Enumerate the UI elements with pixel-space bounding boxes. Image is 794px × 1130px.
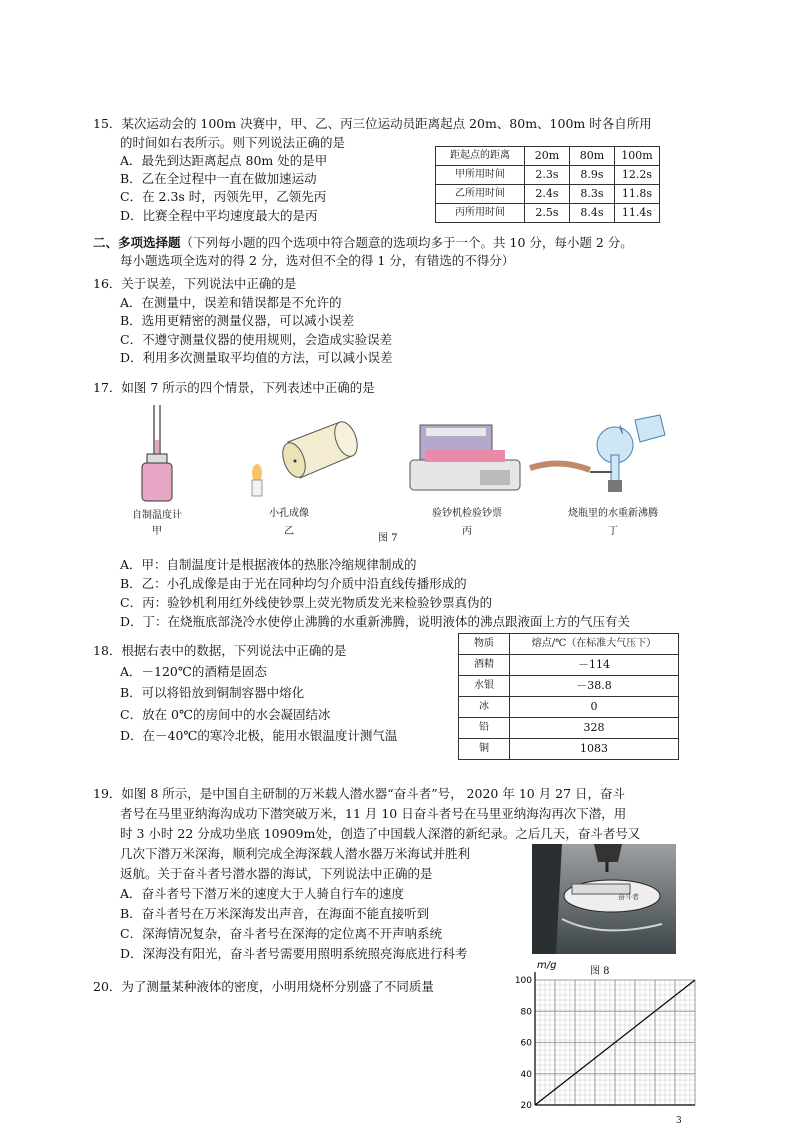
q15-th-1: 20m (525, 147, 570, 166)
q15-cell: 2.5s (525, 204, 570, 223)
q18-stem: 18．根据右表中的数据，下列说法中正确的是 (93, 643, 347, 658)
q15-th-3: 100m (615, 147, 660, 166)
q15-th-2: 80m (570, 147, 615, 166)
q18-table (458, 633, 679, 760)
fig7-caption-2: 小孔成像 (269, 508, 309, 519)
q15-line1: 15．某次运动会的 100m 决赛中，甲、乙、丙三位运动员距离起点 20m、80m、100m 时各自所用 (93, 116, 652, 131)
y-axis-label: m/g (537, 960, 557, 971)
fig8-caption: 图 8 (590, 966, 610, 977)
y-tick-label: 20 (520, 1101, 532, 1111)
fig7-label-3: 丙 (462, 526, 472, 537)
section2-line1: （下列每小题的四个选项中符合题意的选项均多于一个。共 10 分，每小题 2 分。 (180, 235, 633, 250)
q19-option-c: C．深海情况复杂，奋斗者号在深海的定位离不开声呐系统 (120, 926, 443, 941)
section2-header (93, 234, 633, 252)
q16-option-d: D．利用多次测量取平均值的方法，可以减小误差 (120, 350, 393, 365)
q18-cell: 328 (510, 718, 679, 739)
q15-option-c: C．在 2.3s 时，丙领先甲，乙领先丙 (120, 189, 327, 204)
mass-chart (515, 955, 715, 1123)
q18-cell: 酒精 (459, 655, 510, 676)
q18-option-b: B．可以将铅放到铜制容器中熔化 (120, 685, 305, 700)
q18-cell: 铅 (459, 718, 510, 739)
fig7-label-4: 丁 (608, 526, 618, 537)
q18-cell: 冰 (459, 697, 510, 718)
q15-cell: 8.9s (570, 166, 615, 185)
q18-option-a: A．－120℃的酒精是固态 (120, 664, 267, 679)
fig7-label-2: 乙 (284, 526, 294, 537)
q18-cell: 1083 (510, 739, 679, 760)
figure-7 (120, 400, 700, 510)
q17-stem: 17．如图 7 所示的四个情景，下列表述中正确的是 (93, 380, 375, 395)
submersible-label: 奋斗者 (618, 893, 639, 901)
q15-cell: 2.3s (525, 166, 570, 185)
q16-option-a: A．在测量中，误差和错误都是不允许的 (120, 295, 342, 310)
q18-cell: 水银 (459, 676, 510, 697)
fig7-caption-1: 自制温度计 (132, 510, 182, 521)
thermometer-illustration (142, 405, 172, 501)
q15-cell: 2.4s (525, 185, 570, 204)
y-tick-label: 100 (515, 976, 532, 986)
q18-th-1: 熔点/℃（在标准大气压下） (510, 634, 679, 655)
q18-option-c: C．放在 0℃的房间中的水会凝固结冰 (120, 707, 331, 722)
q15-cell: 11.4s (615, 204, 660, 223)
q17-option-c: C．丙：验钞机利用红外线使钞票上荧光物质发光来检验钞票真伪的 (120, 595, 493, 610)
q15-cell: 8.4s (570, 204, 615, 223)
q15-option-a: A．最先到达距离起点 80m 处的是甲 (120, 153, 328, 168)
q19-option-a: A．奋斗者号下潜万米的速度大于人骑自行车的速度 (120, 886, 405, 901)
q19-option-b: B．奋斗者号在万米深海发出声音，在海面不能直接听到 (120, 906, 430, 921)
q20-stem: 20．为了测量某种液体的密度，小明用烧杯分别盛了不同质量 (93, 979, 434, 994)
q19-line5: 返航。关于奋斗者号潜水器的海试，下列说法中正确的是 (120, 866, 433, 881)
q17-option-b: B．乙：小孔成像是由于光在同种均匀介质中沿直线传播形成的 (120, 576, 467, 591)
q15-option-b: B．乙在全过程中一直在做加速运动 (120, 171, 317, 186)
q16-option-b: B．选用更精密的测量仪器，可以减小误差 (120, 313, 355, 328)
q15-table (435, 146, 660, 223)
money-detector-illustration (410, 425, 520, 490)
flask-illustration (530, 415, 665, 492)
q15-cell: 甲所用时间 (436, 166, 525, 185)
q19-line3: 时 3 小时 22 分成功坐底 10909m处，创造了中国载人深潜的新纪录。之后几天，奋斗者号又 (120, 826, 641, 841)
y-tick-label: 80 (520, 1007, 532, 1018)
q19-line2: 者号在马里亚纳海沟成功下潜突破万米，11 月 10 日奋斗者号在马里亚纳海沟再次下潜，用 (120, 806, 627, 821)
q19-line1: 19．如图 8 所示，是中国自主研制的万米载人潜水器“奋斗者”号， 2020 年 10 月 27 日，奋斗 (93, 786, 626, 801)
q15-cell: 丙所用时间 (436, 204, 525, 223)
q15-cell: 乙所用时间 (436, 185, 525, 204)
y-tick-label: 60 (520, 1038, 532, 1049)
q19-option-d: D．深海没有阳光，奋斗者号需要用照明系统照亮海底进行科考 (120, 946, 468, 961)
q18-option-d: D．在－40℃的寒冷北极，能用水银温度计测气温 (120, 728, 398, 743)
y-tick-label: 40 (520, 1069, 532, 1080)
submersible-photo (532, 844, 676, 954)
fig7-caption: 图 7 (378, 533, 398, 544)
q15-cell: 11.8s (615, 185, 660, 204)
q15-cell: 8.3s (570, 185, 615, 204)
q19-line4: 几次下潜万米深海，顺利完成全海深载人潜水器万米海试并胜利 (120, 846, 471, 861)
section2-line2: 每小题选项全选对的得 2 分，选对但不全的得 1 分，有错选的不得分） (120, 253, 515, 268)
q18-th-0: 物质 (459, 634, 510, 655)
q15-th-0: 距起点的距离 (436, 147, 525, 166)
q17-option-a: A．甲：自制温度计是根据液体的热胀冷缩规律制成的 (120, 557, 417, 572)
q18-cell: 0 (510, 697, 679, 718)
q16-option-c: C．不遵守测量仪器的使用规则，会造成实验误差 (120, 332, 393, 347)
q15-line2: 的时间如右表所示。则下列说法正确的是 (120, 135, 346, 150)
fig7-label-1: 甲 (152, 526, 162, 537)
section2-title: 二、多项选择题 (93, 235, 181, 250)
q15-cell: 12.2s (615, 166, 660, 185)
q15-option-d: D．比赛全程中平均速度最大的是丙 (120, 208, 318, 223)
q16-stem: 16．关于误差，下列说法中正确的是 (93, 276, 297, 291)
pinhole-camera-illustration (252, 419, 362, 496)
q18-cell: －38.8 (510, 676, 679, 697)
fig7-caption-3: 验钞机检验钞票 (432, 508, 502, 519)
q18-cell: －114 (510, 655, 679, 676)
q17-option-d: D．丁：在烧瓶底部浇冷水使停止沸腾的水重新沸腾，说明液体的沸点跟液面上方的气压有关 (120, 614, 631, 629)
page-number: 3 (676, 1116, 682, 1126)
fig7-caption-4: 烧瓶里的水重新沸腾 (568, 508, 658, 519)
q18-cell: 铜 (459, 739, 510, 760)
